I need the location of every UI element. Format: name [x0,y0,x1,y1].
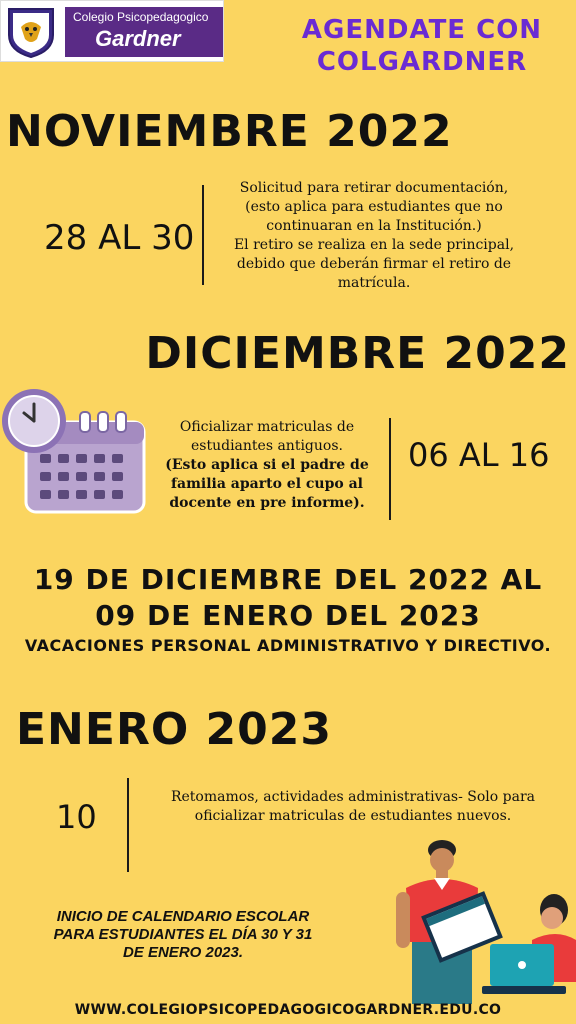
divider [202,185,204,285]
month-heading-december: DICIEMBRE 2022 [145,328,570,379]
vacation-line-2: 09 DE ENERO DEL 2023 [95,599,481,632]
description-line-bold: docente en pre informe). [169,495,365,511]
person-laptop-illustration [482,894,576,994]
month-heading-november: NOVIEMBRE 2022 [6,106,453,157]
school-logo [0,0,224,62]
page-title: AGENDATE CON COLGARDNER [301,15,543,77]
people-illustration [372,832,576,1010]
month-heading-january: ENERO 2023 [16,704,333,755]
school-shield-logo [5,5,57,59]
vacation-period [0,562,576,634]
divider [127,778,129,872]
description-line: oficializar matriculas de estudiantes nuevos. [194,808,512,824]
description-line-bold: (Esto aplica si el padre de [165,457,369,473]
description-line-bold: familia aparto el cupo al [171,476,363,492]
description-line: estudiantes antiguos. [191,438,343,454]
note-line: PARA ESTUDIANTES EL DÍA 30 Y 31 [53,926,313,943]
logo-line-1: Colegio Psicopedagogico [73,10,209,24]
november-description [212,179,536,293]
website-link[interactable]: WWW.COLEGIOPSICOPEDAGOGICOGARDNER.EDU.CO [74,1002,502,1018]
description-line: Solicitud para retirar documentación, [239,180,509,196]
divider [389,418,391,520]
description-line: El retiro se realiza en la sede principal, [233,237,515,253]
person-reading-illustration [396,840,503,1004]
description-line: Oficializar matriculas de [179,419,355,435]
description-line: continuaran en la Institución.) [266,218,482,234]
school-start-note [18,908,348,962]
logo-banner [65,7,223,57]
january-description [140,788,566,826]
description-line: debido que deberán firmar el retiro de [236,256,512,272]
description-line: matrícula. [337,275,411,291]
date-range-november: 28 AL 30 [44,218,195,258]
description-line: Retomamos, actividades administrativas- Solo para [170,789,535,805]
date-january: 10 [56,798,97,836]
logo-line-2: Gardner [95,26,181,51]
december-description [154,418,380,513]
calendar-icon [0,384,150,516]
note-line: INICIO DE CALENDARIO ESCOLAR [56,908,310,925]
date-range-december: 06 AL 16 [408,436,550,474]
note-line: DE ENERO 2023. [122,944,244,961]
vacation-line-1: 19 DE DICIEMBRE DEL 2022 AL [33,563,543,596]
description-line: (esto aplica para estudiantes que no [245,199,503,215]
clock-icon [2,389,66,453]
vacation-subtitle: VACACIONES PERSONAL ADMINISTRATIVO Y DIRECTIVO. [24,636,552,655]
